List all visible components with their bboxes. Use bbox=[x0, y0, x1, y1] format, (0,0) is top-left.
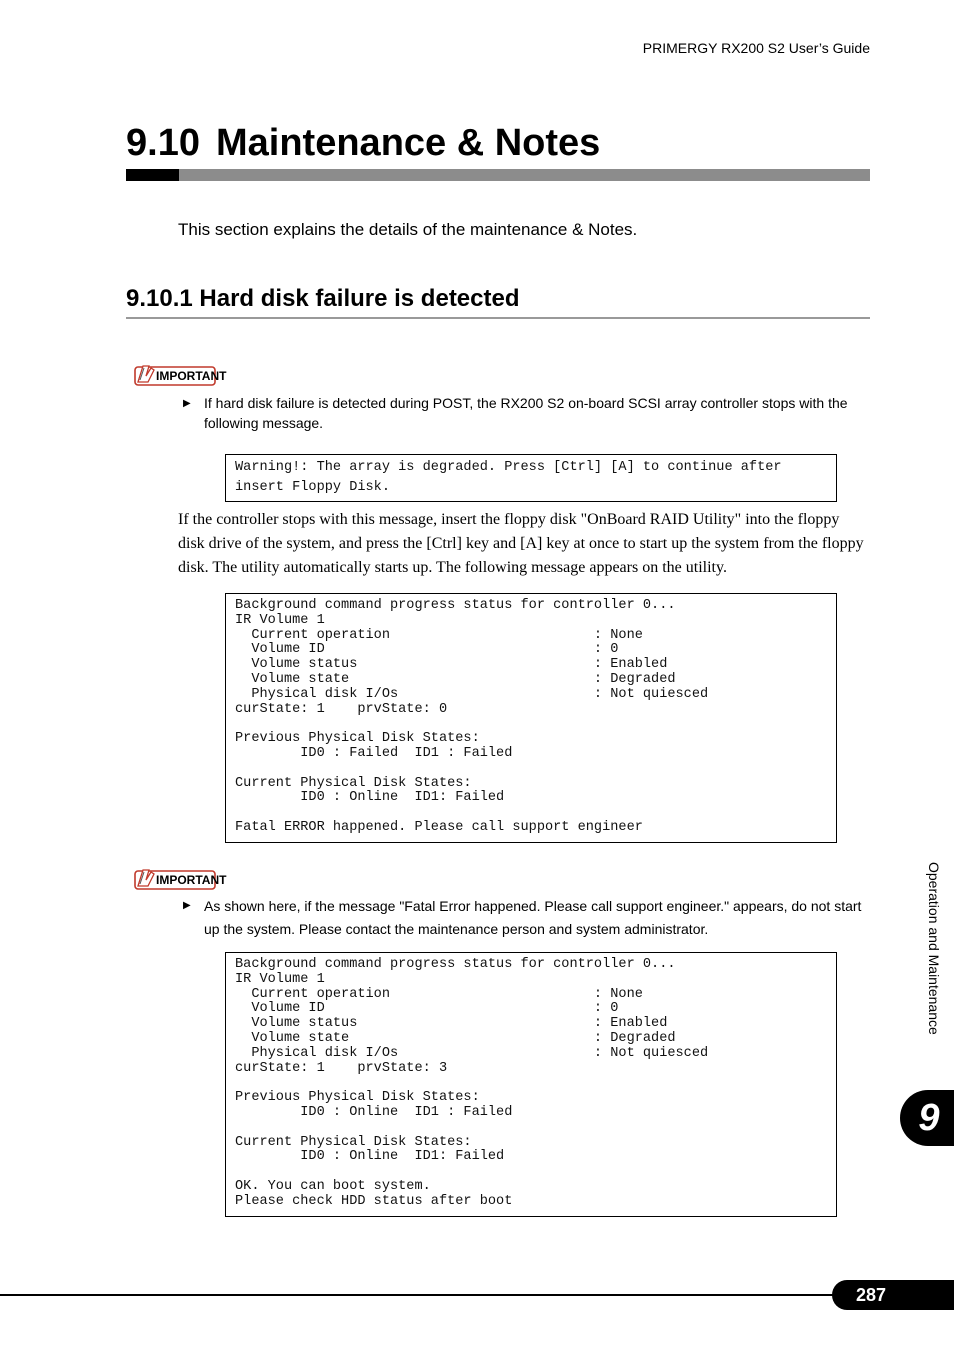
intro-text: This section explains the details of the maintenance & Notes. bbox=[178, 220, 638, 239]
section-divider bbox=[126, 317, 870, 319]
important-label: IMPORTANT bbox=[156, 369, 227, 383]
utility-output-box-2: Background command progress status for controller 0... IR Volume 1 Current operation : None Volume ID : 0 Volume status : Enabled Volume state : Degraded Physical disk I/Os : Not quiesced curState: 1 prvState: 3 Previous Physical Disk States: ID0 : Online ID1 : Failed Current Physical Disk States: ID0 : Online ID1: Failed OK. You can boot system. Please check HDD status after boot bbox=[225, 952, 837, 1217]
title-underline-accent bbox=[126, 169, 179, 181]
page-number: 287 bbox=[832, 1280, 954, 1310]
important-note-2: As shown here, if the message "Fatal Error happened. Please call support engineer." appears, do not start up the system. Please contact the maintenance person and system administrator. bbox=[204, 898, 862, 937]
utility-output-box-1: Background command progress status for controller 0... IR Volume 1 Current operation : None Volume ID : 0 Volume status : Enabled Volume state : Degraded Physical disk I/Os : Not quiesced curState: 1 prvState: 0 Previous Physical Disk States: ID0 : Failed ID1 : Failed Current Physical Disk States: ID0 : Online ID1: Failed Fatal ERROR happened. Please call support engineer bbox=[225, 593, 837, 843]
important-note-1: If hard disk failure is detected during POST, the RX200 S2 on-board SCSI array controller stops with the following message. bbox=[204, 395, 848, 431]
page-title: Maintenance & Notes bbox=[216, 122, 601, 164]
bullet-arrow-icon: ▶ bbox=[183, 900, 191, 911]
important-icon bbox=[134, 866, 227, 890]
running-header: PRIMERGY RX200 S2 User’s Guide bbox=[642, 40, 870, 56]
chapter-side-label: Operation and Maintenance bbox=[926, 862, 942, 1035]
bullet-arrow-icon: ▶ bbox=[183, 398, 191, 409]
chapter-number: 9.10 bbox=[126, 122, 200, 164]
body-paragraph: If the controller stops with this message, insert the floppy disk "OnBoard RAID Utility" into the floppy disk drive of the system, and press the [Ctrl] key and [A] key at once to start up the system from the floppy disk. The utility automatically starts up. The following message appears on the utility. bbox=[178, 511, 864, 576]
title-underline bbox=[179, 169, 870, 181]
chapter-tab: 9 bbox=[900, 1090, 954, 1146]
footer-rule bbox=[0, 1294, 840, 1296]
warning-message-box: Warning!: The array is degraded. Press [Ctrl] [A] to continue after insert Floppy Disk. bbox=[225, 454, 837, 502]
important-icon bbox=[134, 362, 227, 386]
section-heading: 9.10.1 Hard disk failure is detected bbox=[126, 285, 520, 312]
important-label: IMPORTANT bbox=[156, 873, 227, 887]
